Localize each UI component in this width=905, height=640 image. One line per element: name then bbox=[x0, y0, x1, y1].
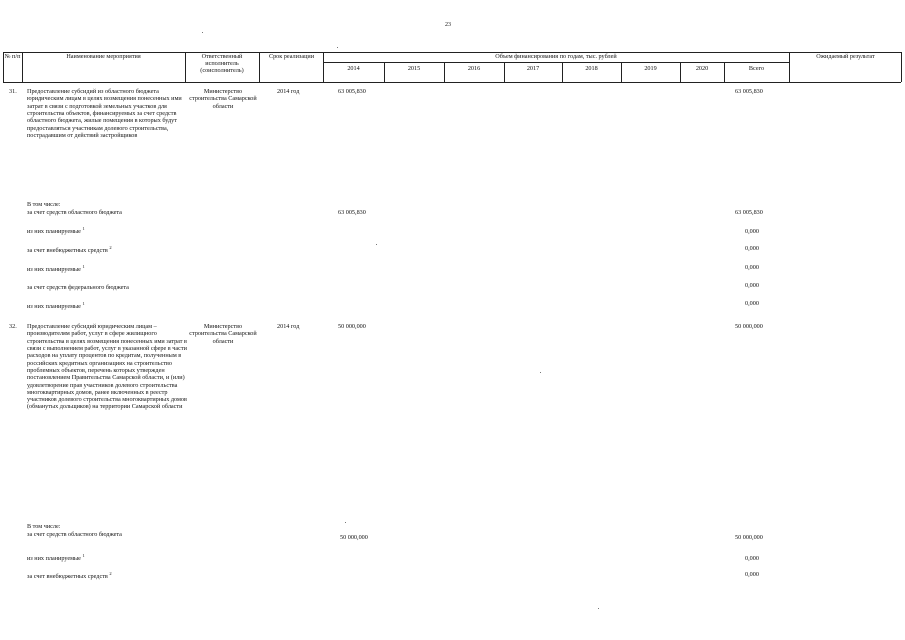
value-2014: 50 000,000 bbox=[338, 323, 366, 330]
header-year: 2015 bbox=[407, 65, 421, 72]
sub-row-value-total: 0,000 bbox=[745, 571, 759, 578]
footnote-mark: 2 bbox=[109, 570, 112, 576]
scan-speck bbox=[337, 47, 338, 48]
header-result: Ожидаемый результат bbox=[816, 53, 875, 60]
sub-row-label: за счет средств федерального бюджета bbox=[27, 284, 129, 291]
implementation-term: 2014 год bbox=[277, 323, 300, 330]
header-year: 2018 bbox=[585, 65, 598, 72]
sub-row-label: за счет средств областного бюджета bbox=[27, 531, 122, 538]
measure-name: Предоставление субсидий юридическим лицам – производителям работ, услуг в сфере жилищного строительства в целях возмещения понесенных ими затрат в связи с выполнением работ, услуг в указанной сфере в части расходов на уплату процентов по кредитам, полученным в российских кредитных организациях на строительство проблемных объектов, перечень которых утвержден постановлением Правительства Самарской области, и (или) удовлетворение прав участников долевого строительства многоквартирных домов, ранее включенных в реестр участников долевого строительства многоквартирных домов (обманутых дольщиков) на территории Самарской области bbox=[27, 323, 187, 411]
row-number: 32. bbox=[9, 323, 17, 330]
header-year: 2014 bbox=[347, 65, 360, 72]
sub-row-label: за счет средств областного бюджета bbox=[27, 209, 122, 216]
header-term: Срок реализации bbox=[268, 53, 315, 60]
measure-name: Предоставление субсидий из областного бюджета юридическим лицам в целях возмещения понесенных ими затрат в связи с подготовкой земельных участков для строительства объектов, финансируемых за счет средств областного бюджета, жилые помещения в которых будут предоставляться участникам долевого строительства, пострадавшим от действий застройщиков bbox=[27, 88, 182, 139]
header-total: Всего bbox=[748, 65, 765, 72]
header-year: 2016 bbox=[467, 65, 481, 72]
scan-speck bbox=[202, 32, 203, 33]
footnote-mark: 1 bbox=[82, 300, 85, 306]
sub-row-value-total: 0,000 bbox=[745, 282, 759, 289]
scan-speck bbox=[376, 244, 377, 245]
value-total: 63 005,830 bbox=[735, 88, 763, 95]
header-name: Наименование мероприятия bbox=[66, 53, 141, 60]
including-label: В том числе: bbox=[27, 523, 61, 530]
sub-row-value-total: 0,000 bbox=[745, 264, 759, 271]
header-year: 2020 bbox=[695, 65, 709, 72]
implementation-term: 2014 год bbox=[277, 88, 300, 95]
including-label: В том числе: bbox=[27, 201, 61, 208]
sub-row-label: из них планируемые $^1$ bbox=[27, 552, 85, 562]
sub-row-label: из них планируемые $^1$ bbox=[27, 300, 85, 310]
sub-row-value-total: 0,000 bbox=[745, 228, 759, 235]
sub-row-value-total: 63 005,830 bbox=[735, 209, 763, 216]
scan-speck bbox=[540, 372, 541, 373]
footnote-mark: 2 bbox=[109, 244, 112, 250]
header-year: 2019 bbox=[644, 65, 657, 72]
table-header bbox=[3, 52, 901, 82]
responsible-executor: Министерство строительства Самарской области bbox=[189, 323, 257, 345]
sub-row-value-total: 0,000 bbox=[745, 245, 759, 252]
page-number: 23 bbox=[445, 22, 451, 28]
scan-speck bbox=[598, 608, 599, 609]
sub-row-label: из них планируемые $^1$ bbox=[27, 263, 85, 273]
sub-row-value-total: 0,000 bbox=[745, 555, 759, 562]
footnote-mark: 1 bbox=[82, 225, 85, 231]
header-num: № п/п bbox=[4, 53, 21, 60]
sub-row-label: за счет внебюджетных средств $^2$ bbox=[27, 570, 112, 580]
value-2014: 63 005,830 bbox=[338, 88, 366, 95]
sub-row-value-total: 50 000,000 bbox=[735, 534, 763, 541]
header-year: 2017 bbox=[526, 65, 540, 72]
header-responsible: Ответственный исполнитель (соисполнитель) bbox=[200, 53, 244, 75]
sub-row-label: за счет внебюджетных средств $^2$ bbox=[27, 244, 112, 254]
footnote-mark: 1 bbox=[82, 263, 85, 269]
value-total: 50 000,000 bbox=[735, 323, 763, 330]
footnote-mark: 1 bbox=[82, 552, 85, 558]
sub-row-value-2014: 50 000,000 bbox=[340, 534, 368, 541]
scan-speck bbox=[345, 522, 346, 523]
responsible-executor: Министерство строительства Самарской области bbox=[189, 88, 257, 110]
sub-row-value-2014: 63 005,830 bbox=[338, 209, 366, 216]
row-number: 31. bbox=[9, 88, 17, 95]
sub-row-value-total: 0,000 bbox=[745, 300, 759, 307]
header-funding: Объем финансирования по годам, тыс. рублей bbox=[495, 53, 617, 60]
sub-row-label: из них планируемые $^1$ bbox=[27, 225, 85, 235]
